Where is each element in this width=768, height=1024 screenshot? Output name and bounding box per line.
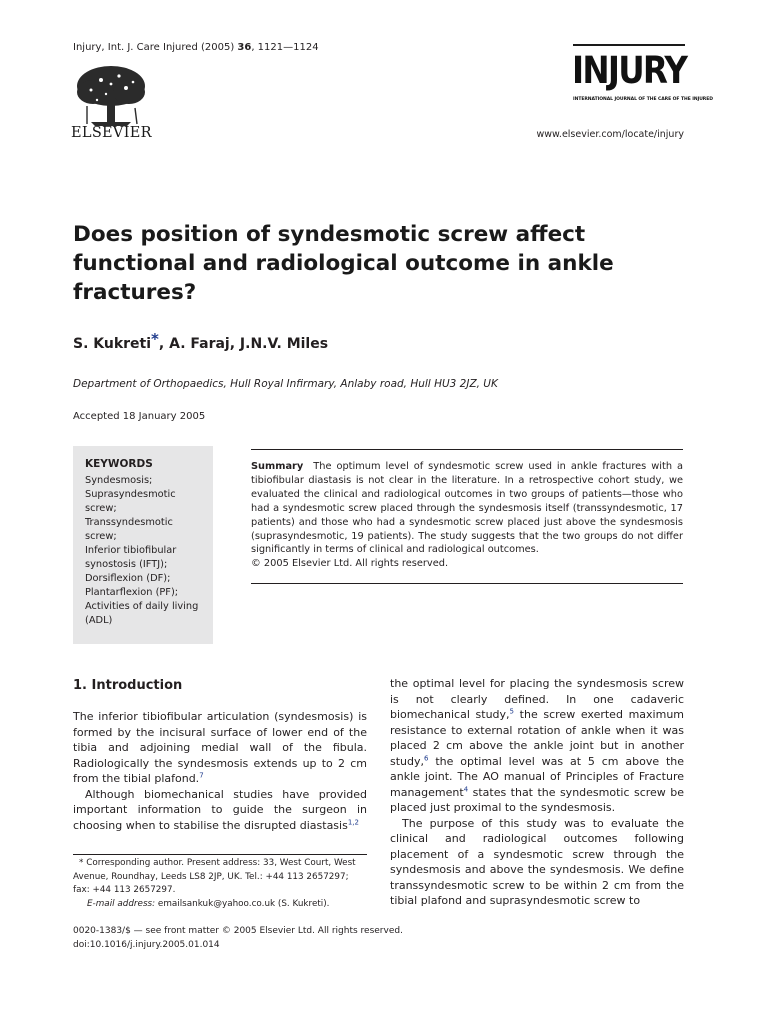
paragraph-text: Although biomechanical studies have provided important information to guide the surgeon in choosing when to stabilise the disrupted diastasis [73, 787, 367, 832]
bottom-metadata [73, 924, 403, 952]
citation-link[interactable]: 6 [424, 753, 429, 762]
journal-tagline: INTERNATIONAL JOURNAL OF THE CARE OF THE INJURED [573, 97, 713, 102]
author-affiliation: Department of Orthopaedics, Hull Royal Infirmary, Anlaby road, Hull HU3 2JZ, UK [73, 378, 498, 390]
doi-link[interactable]: doi:10.1016/j.injury.2005.01.014 [73, 940, 220, 950]
paragraph-text: The inferior tibiofibular articulation (syndesmosis) is formed by the incisural surface of lower end of the tibia and adjoining medial wall of the fibula. Radiologically the syndesmosis extends up to 2 cm from the tibial plafond. [73, 710, 367, 785]
summary-label: Summary [251, 461, 304, 472]
journal-logo: INJURY [572, 49, 687, 92]
journal-name: Injury, Int. J. Care Injured (2005) [73, 42, 238, 53]
footnote-email [73, 898, 367, 912]
copyright-notice: © 2005 Elsevier Ltd. All rights reserved. [251, 558, 449, 570]
article-title: Does position of syndesmotic screw affect functional and radiological outcome in ankle fractures? [73, 222, 614, 305]
email-label: E-mail address: [87, 898, 156, 909]
journal-pages: , 1121—1124 [251, 42, 319, 53]
journal-logo-rule [573, 44, 685, 46]
body-column-left [73, 709, 367, 833]
body-paragraph [73, 787, 367, 834]
author-list [73, 330, 328, 352]
issn-line: 0020-1383/$ — see front matter © 2005 Elsevier Ltd. All rights reserved. [73, 926, 403, 936]
keyword-item: Suprasyndesmotic screw; [85, 489, 176, 514]
keyword-item: Inferior tibiofibular synostosis (IFTJ); [85, 545, 177, 570]
accepted-date: Accepted 18 January 2005 [73, 411, 206, 422]
citation-link[interactable]: 5 [509, 707, 515, 716]
paragraph-text: the screw exerted maximum resistance to external rotation of ankle when it was placed 2 cm above the ankle joint but in another study, [390, 708, 685, 768]
section-heading-introduction: 1. Introduction [73, 678, 183, 693]
keyword-item: Transsyndesmotic screw; [85, 517, 173, 542]
paragraph-text: the optimal level was at 5 cm above the ankle joint. The AO manual of Principles of Fracture management [390, 754, 684, 799]
summary-top-rule [251, 449, 683, 450]
body-column-right [390, 676, 684, 909]
paragraph-text: the optimal level for placing the syndesmosis screw is not clearly defined. In one cadaveric biomechanical study, [390, 677, 684, 721]
email-link[interactable]: emailsankuk@yahoo.co.uk (S. Kukreti). [155, 898, 330, 909]
body-paragraph [390, 676, 684, 816]
keyword-item: Activities of daily living (ADL) [85, 601, 199, 626]
footnote-address: * Corresponding author. Present address: 33, West Court, West Avenue, Roundhay, Leeds LS8 2JP, UK. Tel.: +44 113 2657297; fax: +44 113 2657297. [73, 858, 356, 895]
keyword-item: Dorsiflexion (DF); [85, 573, 171, 584]
footnote-rule [73, 854, 367, 855]
citation-link[interactable]: 7 [199, 771, 204, 780]
journal-volume: 36 [237, 42, 252, 53]
corresponding-author-link[interactable]: * [151, 330, 159, 348]
journal-url-link[interactable]: www.elsevier.com/locate/injury [536, 129, 684, 140]
summary-block [251, 460, 683, 571]
keywords-box [73, 446, 213, 644]
corresponding-author-footnote [73, 857, 367, 911]
keywords-heading: KEYWORDS [85, 458, 153, 470]
paragraph-text: states that the syndesmotic screw be placed just proximal to the syndesmosis. [390, 785, 684, 814]
summary-bottom-rule [251, 583, 683, 584]
body-paragraph [73, 709, 367, 787]
coauthor-names: , A. Faraj, J.N.V. Miles [158, 336, 329, 352]
keywords-list [85, 474, 213, 628]
publisher-wordmark: ELSEVIER [71, 125, 152, 141]
keyword-item: Syndesmosis; [85, 475, 153, 486]
citation-link[interactable]: 4 [463, 784, 469, 793]
summary-text: The optimum level of syndesmotic screw used in ankle fractures with a tibiofibular diastasis is not clear in the literature. In a retrospective cohort study, we evaluated the clinical and radiological outcomes in two groups of patients—those who had a syndesmotic screw placed through the syndesmosis itself (transsyndesmotic, 17 patients) and those who had a syndesmotic screw placed just above the syndesmosis (suprasyndesmotic, 19 patients). The study suggests that the two groups do not differ significantly in terms of clinical and radiological outcomes. [251, 461, 683, 556]
body-paragraph: The purpose of this study was to evaluate the clinical and radiological outcomes following placement of a syndesmotic screw through the syndesmosis and above the syndesmosis. We define transsyndesmotic screw to be within 2 cm from the tibial plafond and suprasyndesmotic screw to [390, 816, 684, 907]
citation-link[interactable]: 1,2 [347, 817, 359, 826]
journal-citation [73, 42, 319, 53]
keyword-item: Plantarflexion (PF); [85, 587, 179, 598]
author-name: S. Kukreti [73, 336, 152, 352]
